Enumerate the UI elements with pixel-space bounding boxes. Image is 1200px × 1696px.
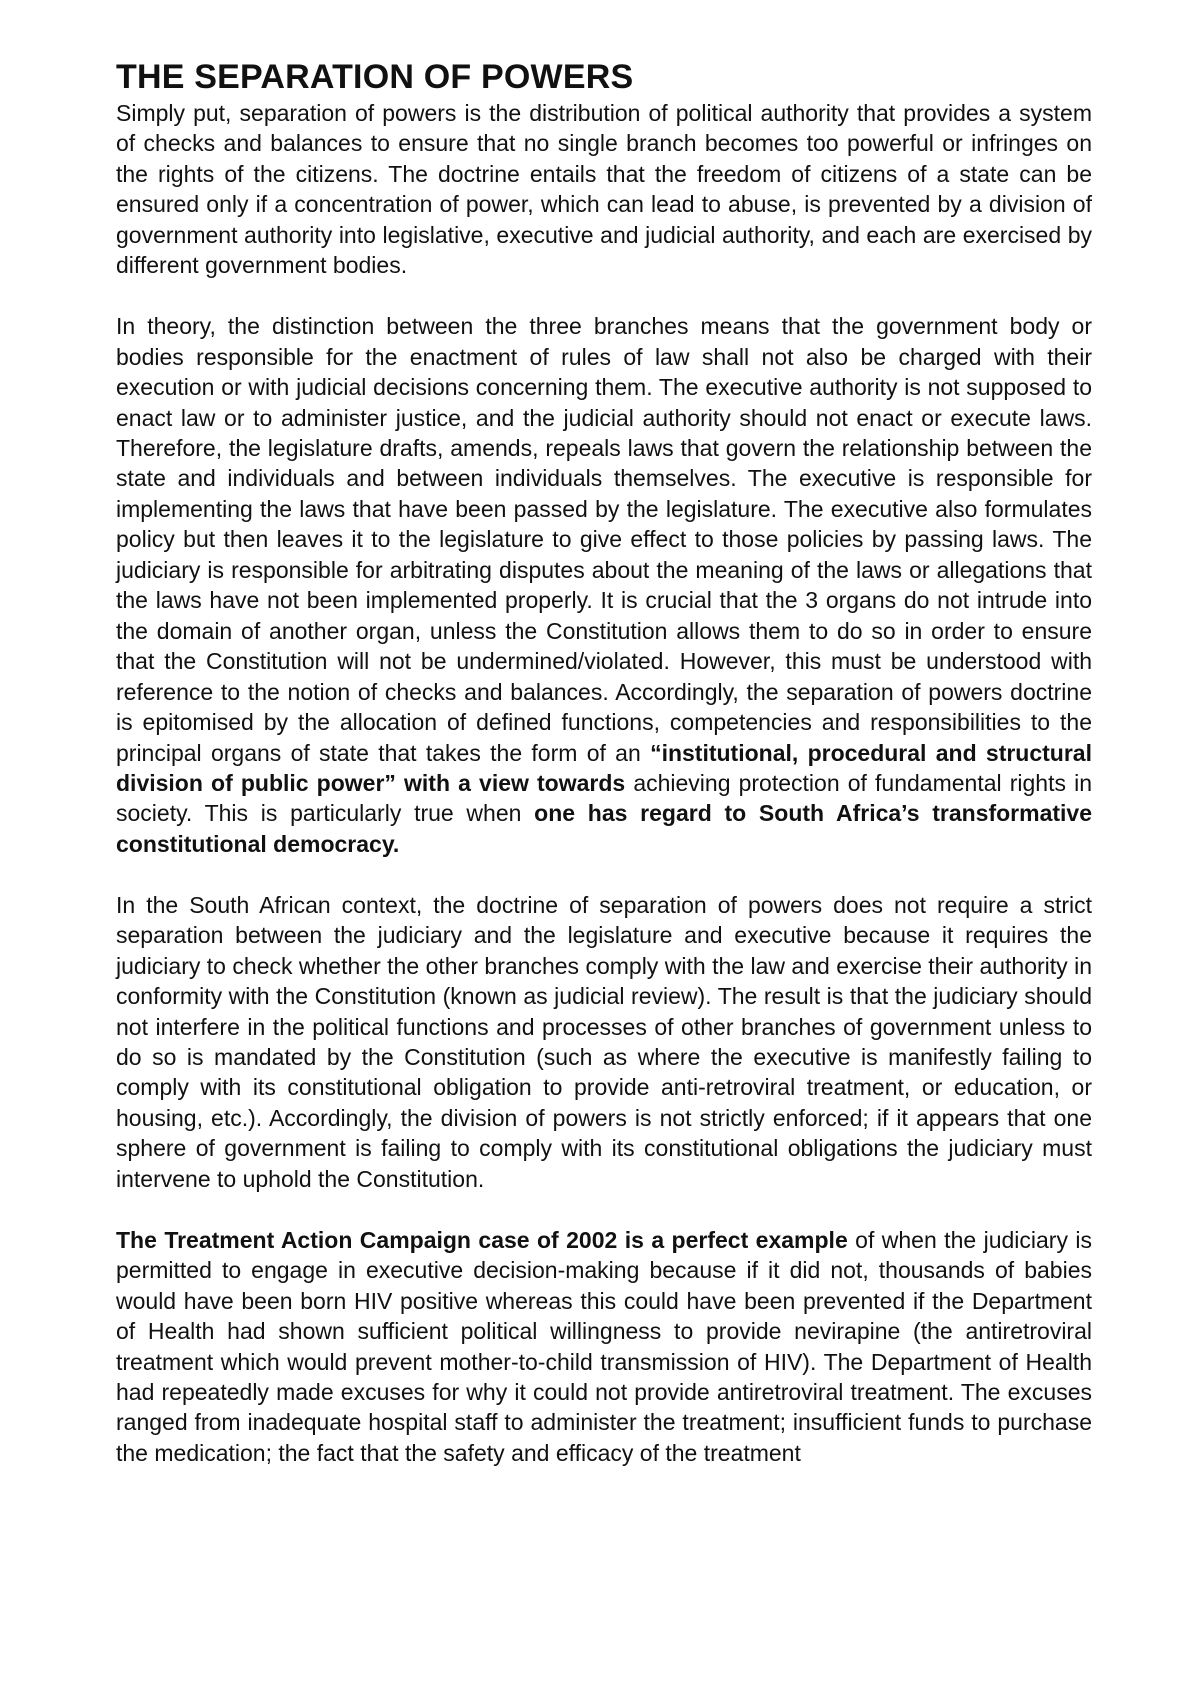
paragraph-text: In theory, the distinction between the three branches means that the government body or bodies responsible for the enactment of rules of law shall not also be charged with their execution or with judicial decisions concerning them. The executive authority is not supposed to enact law or to administer justice, and the judicial authority should not enact or execute laws. Therefore, the legislature drafts, amends, repeals laws that govern the relationship between the state and individuals and between individuals themselves. The executive is responsible for implementing the laws that have been passed by the legislature. The executive also formulates policy but then leaves it to the legislature to give effect to those policies by passing laws. The judiciary is responsible for arbitrating disputes about the meaning of the laws or allegations that the laws have not been implemented properly. It is crucial that the 3 organs do not intrude into the domain of another organ, unless the Constitution allows them to do so in order to ensure that the Constitution will not be undermined/violated. However, this must be understood with reference to the notion of checks and balances. Accordingly, the separation of powers doctrine is epitomised by the allocation of defined functions, competencies and responsibilities to the principal organs of state that takes the form of an <box>116 313 1092 766</box>
document-page <box>116 58 1092 1468</box>
paragraph-theory <box>116 311 1092 859</box>
paragraph-text: In the South African context, the doctrine of separation of powers does not require a strict separation between the judiciary and the legislature and executive because it requires the judiciary to check whether the other branches comply with the law and exercise their authority in conformity with the Constitution (known as judicial review). The result is that the judiciary should not interfere in the political functions and processes of other branches of government unless to do so is mandated by the Constitution (such as where the executive is manifestly failing to comply with its constitutional obligation to provide anti-retroviral treatment, or education, or housing, etc.). Accordingly, the division of powers is not strictly enforced; if it appears that one sphere of government is failing to comply with its constitutional obligations the judiciary must intervene to uphold the Constitution. <box>116 891 1092 1192</box>
paragraph-tac-case <box>116 1225 1092 1469</box>
paragraph-text: of when the judiciary is permitted to engage in executive decision-making because if it did not, thousands of babies would have been born HIV positive whereas this could have been prevented if the Department of Health had shown sufficient political willingness to provide nevirapine (the antiretroviral treatment which would prevent mother-to-child transmission of HIV). The Department of Health had repeatedly made excuses for why it could not provide antiretroviral treatment. The excuses ranged from inadequate hospital staff to administer the treatment; insufficient funds to purchase the medication; the fact that the safety and efficacy of the treatment <box>116 1226 1092 1466</box>
bold-quote: “institutional, procedural and structural division of public power” with a view towards <box>116 739 1092 796</box>
paragraph-introduction <box>116 98 1092 281</box>
paragraph-text: achieving protection of fundamental rights in society. This is particularly true when <box>116 769 1092 827</box>
bold-emphasis: one has regard to South Africa’s transformative constitutional democracy. <box>116 800 1093 857</box>
page-title: THE SEPARATION OF POWERS <box>116 58 634 96</box>
paragraph-south-african-context <box>116 890 1092 1195</box>
paragraph-text: Simply put, separation of powers is the distribution of political authority that provides a system of checks and balances to ensure that no single branch becomes too powerful or infringes on the rights of the citizens. The doctrine entails that the freedom of citizens of a state can be ensured only if a concentration of power, which can lead to abuse, is prevented by a division of government authority into legislative, executive and judicial authority, and each are exercised by different government bodies. <box>116 100 1092 279</box>
bold-case-reference: The Treatment Action Campaign case of 2002 is a perfect example <box>116 1226 848 1253</box>
